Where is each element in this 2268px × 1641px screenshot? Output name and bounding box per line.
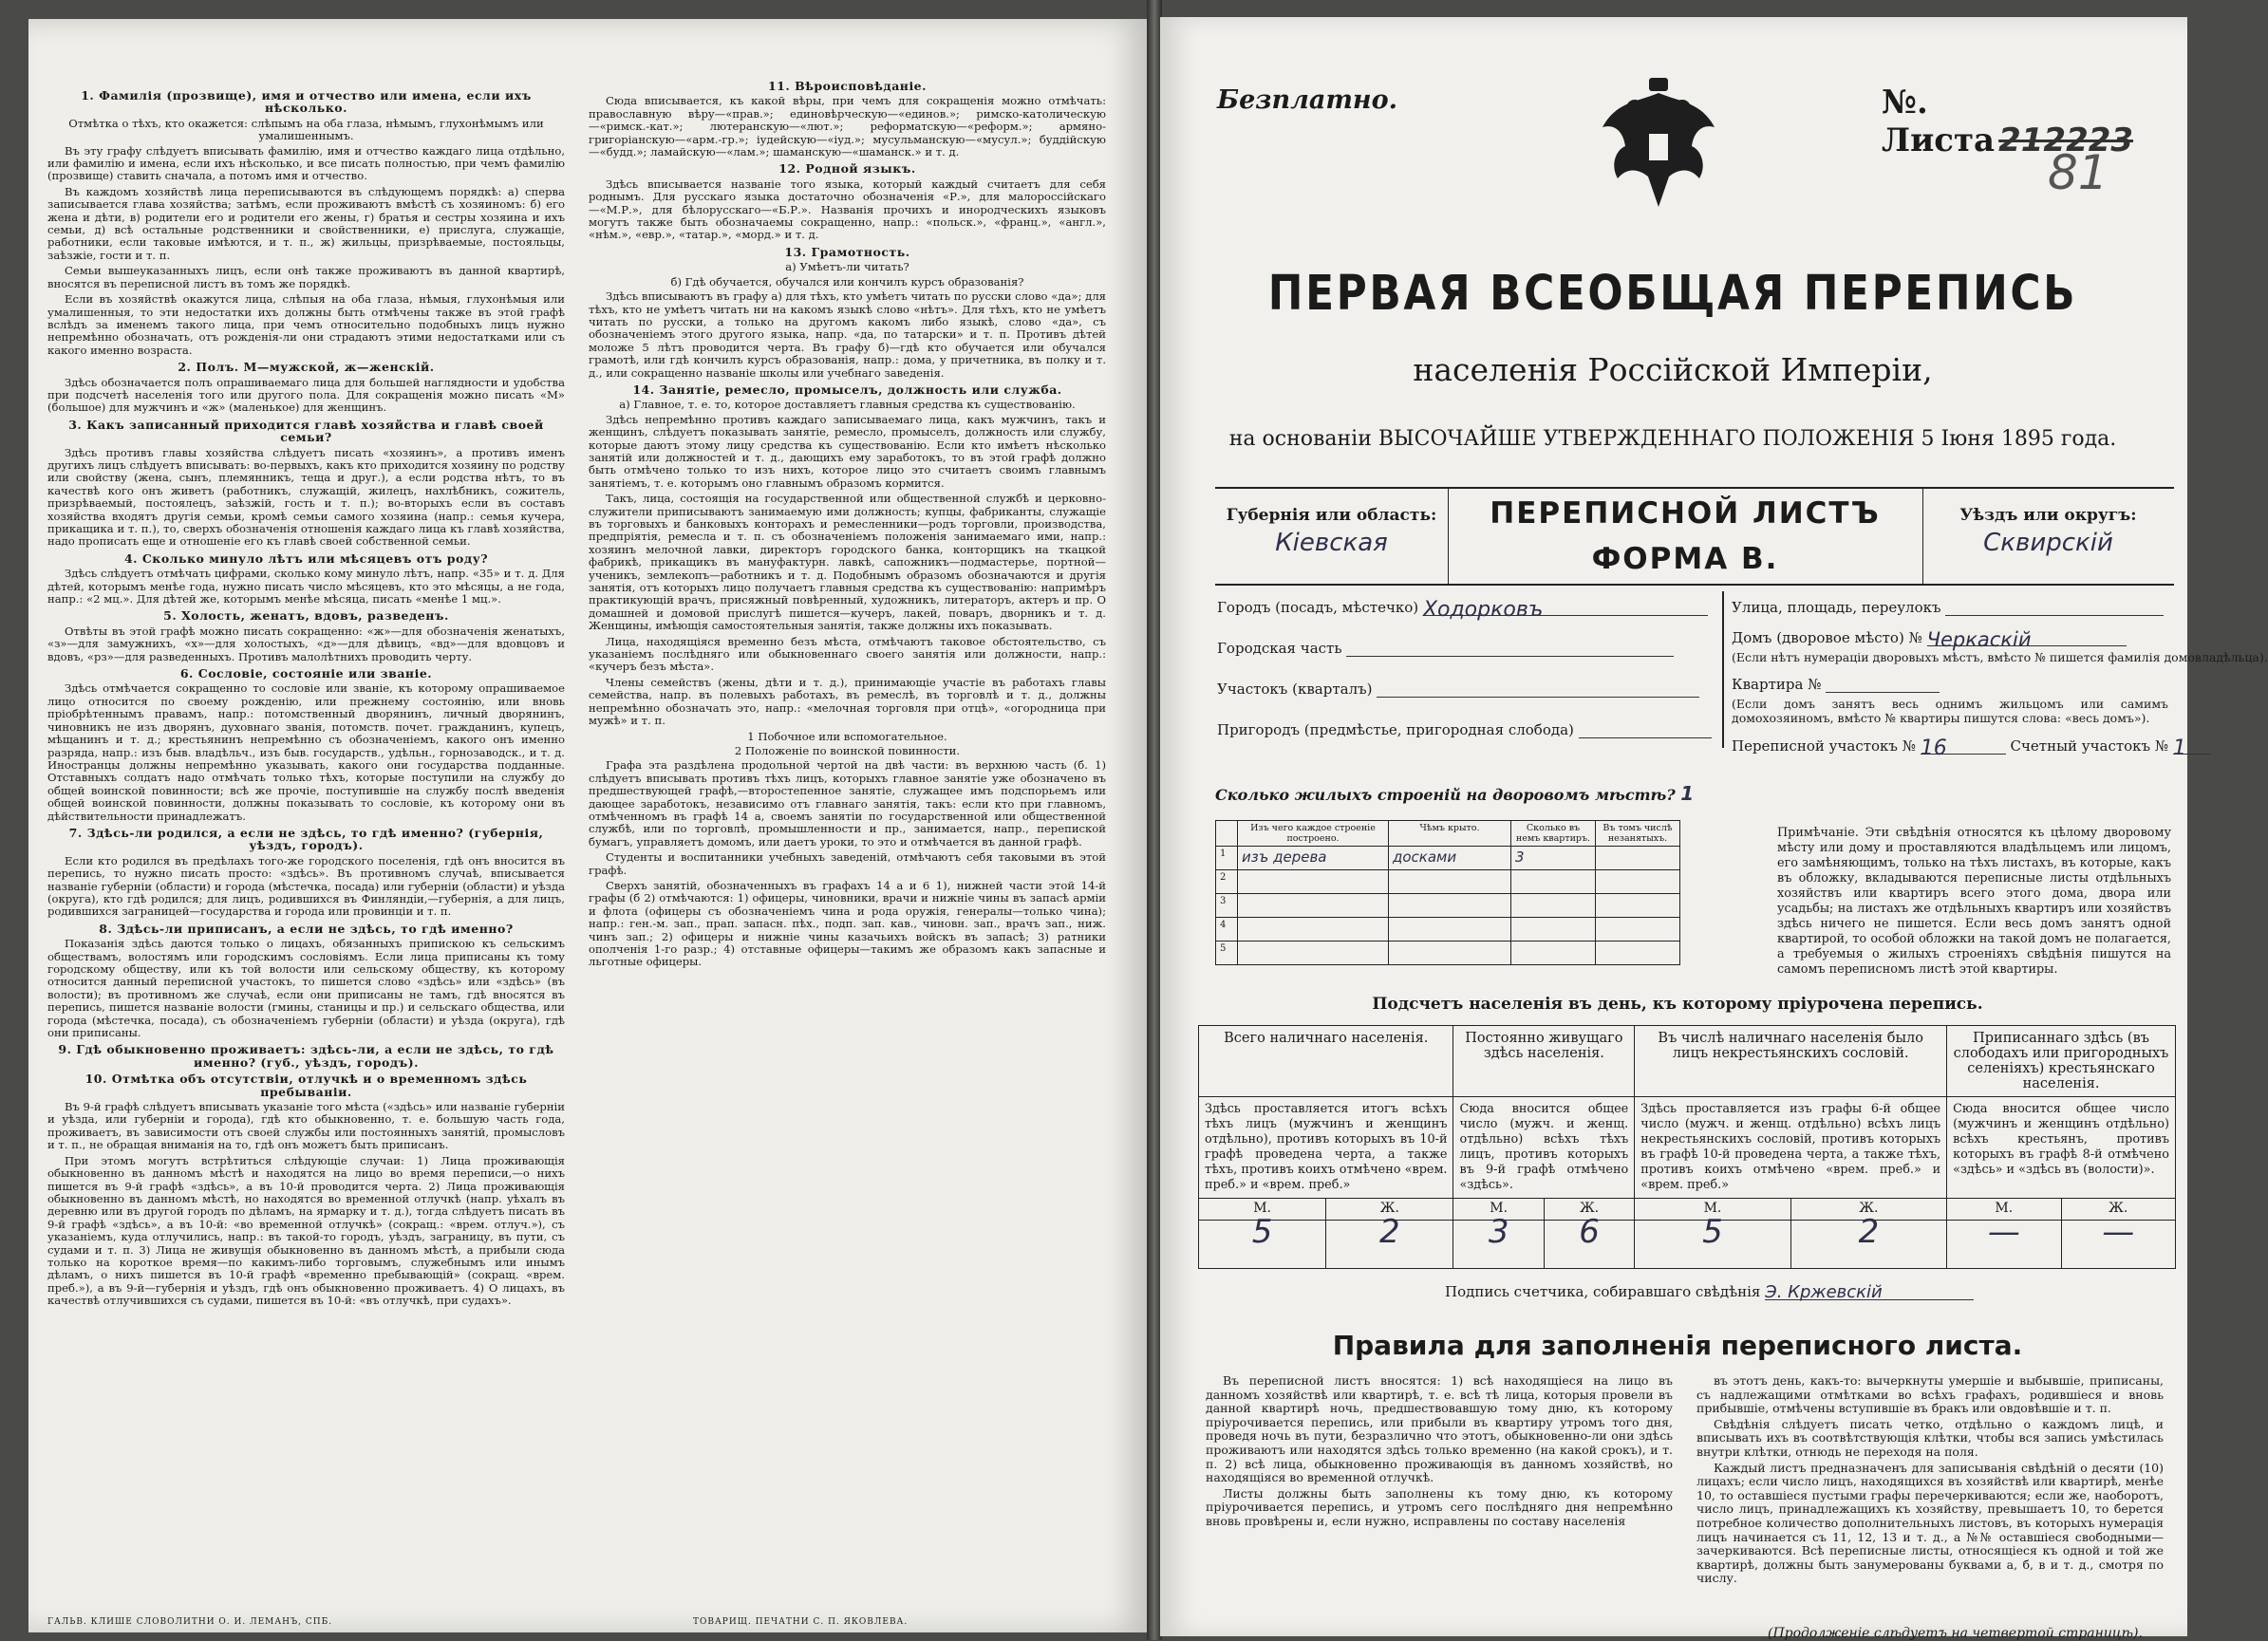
structures-header: Въ томъ числѣ незанятыхъ. bbox=[1596, 821, 1680, 847]
roof-cell[interactable] bbox=[1389, 942, 1511, 965]
male-label: М. bbox=[1199, 1199, 1326, 1221]
para: Въ каждомъ хозяйствѣ лица переписываются въ слѣдующемъ порядкѣ: а) сперва записывается глава хозяйства; затѣмъ, если проживаютъ вмѣстѣ съ хозяиномъ: б) его жена и дѣти, в) родители его и родители его жены, г) братья и сестры хозяина и ихъ семьи, д) всѣ остальные родственники и свойственники, е) прислуга, служащіе, работники, если таковые имѣются, и т. п., ж) жильцы, призрѣваемые, постояльцы, заѣзжіе, гости и т. п. bbox=[47, 184, 565, 262]
para: Графа эта раздѣлена продольной чертой на двѣ части: въ верхнюю часть (б. 1) слѣдуетъ вписывать противъ тѣхъ лицъ, которыхъ главное занятіе уже обозначено въ предшествующей графѣ,—второстепенное занятіе, служащее имъ подспорьемъ или дающее заработокъ, независимо отъ главнаго занятія, такъ: если кто при главномъ, отмѣченномъ въ графѣ 14 а, своемъ занятіи по государственной или общественной службѣ, или по торговлѣ, промышленности и пр., занимается, напр., перепиской бумагъ, управляетъ домомъ, или даетъ уроки, то это и отмѣчается въ данной графѣ. bbox=[589, 758, 1106, 848]
city-part-value[interactable] bbox=[1346, 639, 1674, 657]
para: Здѣсь противъ главы хозяйства слѣдуетъ писать «хозяинъ», а противъ именъ другихъ лицъ слѣдуетъ вписывать: во-первыхъ, какъ кто приходится хозяину по родству или свойству (жена, сынъ, племянникъ, теща и друг.), а если родства нѣтъ, то въ качествѣ кого онъ живетъ (работникъ, служащій, жилецъ, нахлѣбникъ, сожитель, призрѣваемый, постоялецъ, заѣзжій, гость и т. п.); во-вторыхъ если въ составъ хозяйства входятъ другія семьи, кромѣ семьи самого хозяина (напр.: семья кучера, прикащика и т. п.), то, сверхъ обозначенія отношенія каждаго лица къ главѣ хозяйства, надо прописать еще и отношеніе его къ главѣ своей собственной семьи. bbox=[47, 445, 565, 549]
heading-14: 14. Занятіе, ремесло, промыселъ, должность или служба. bbox=[632, 382, 1062, 397]
form-title-2: ФОРМА В. bbox=[1591, 542, 1779, 576]
male-label: М. bbox=[1947, 1199, 2061, 1221]
material-cell[interactable]: изъ дерева bbox=[1238, 847, 1389, 870]
population-count-table bbox=[1198, 1025, 2176, 1269]
para: При этомъ могутъ встрѣтиться слѣдующіе случаи: 1) Лица проживающія обыкновенно въ данномъ мѣстѣ и находятся на лицо во время переписи,—о нихъ пишется въ 9-й графѣ «здѣсь», а въ 10-й проводится черта. 2) Лица проживающія обыкновенно въ данномъ мѣстѣ, но находятся во временной отлучкѣ (напр. уѣхалъ въ деревню или въ другой городъ по дѣламъ, на ярмарку и т. д.), тогда слѣдуетъ писать въ 9-й графѣ «здѣсь», а въ 10-й: «во временной отлучкѣ» (сокращ.: «врем. отлуч.»), съ указаніемъ, куда отлучились, напр.: въ такой-то городъ, уѣздъ, заграницу, въ пути, съ судами и т. п. 3) Лица не живущія обыкновенно въ данномъ мѣстѣ, а прибыли сюда только на короткое время—по какимъ-либо торговымъ, служебнымъ или инымъ дѣламъ, о нихъ пишется въ 10-й графѣ «временно пребывающій» (сокращ. «врем. преб.»), а въ 9-й—губернія и уѣздъ, гдѣ онъ обыкновенно проживаетъ. 4) О лицахъ, въ качествѣ отлучившихся съ судами, пишется въ 10-й: «въ отлучкѣ, при судахъ». bbox=[47, 1153, 565, 1308]
material-cell[interactable] bbox=[1238, 942, 1389, 965]
count-value[interactable]: 6 bbox=[1544, 1221, 1634, 1269]
heading-13b: б) Гдѣ обучается, обучался или кончилъ курсъ образованія? bbox=[670, 274, 1024, 289]
counting-district-label: Счетный участокъ № bbox=[2010, 737, 2169, 755]
rules-column-2 bbox=[1696, 1374, 2164, 1588]
heading-7: 7. Здѣсь-ли родился, а если не здѣсь, то гдѣ именно? (губернія, уѣздъ, городъ). bbox=[68, 825, 544, 853]
count-values-row bbox=[1199, 1221, 2176, 1269]
residential-label: Сколько жилыхъ строеній на дворовомъ мѣстѣ? bbox=[1215, 786, 1676, 804]
table-row bbox=[1216, 942, 1680, 965]
para: Здѣсь непремѣнно противъ каждаго записываемаго лица, какъ мужчинъ, такъ и женщинъ, слѣдуетъ показывать занятіе, ремесло, промыселъ, должность или службу, которые даютъ этому лицу средства къ существованію. Если кто имѣетъ нѣсколько занятій или должностей и т. д., дающихъ ему заработокъ, то въ этой графѣ должно быть отмѣчено только то изъ нихъ, которое лицо это считаетъ своимъ главнымъ занятіемъ, т. е. которымъ оно главнымъ образомъ кормится. bbox=[589, 412, 1106, 490]
heading-2: 2. Полъ. М—мужской, ж—женскій. bbox=[178, 360, 435, 375]
para: Здѣсь слѣдуетъ отмѣчать цифрами, сколько кому минуло лѣтъ, напр. «35» и т. д. Для дѣтей, которымъ менѣе года, нужно писать число мѣсяцевъ, кто это мѣсяцы, а не года, напр.: «2 мц.». Для дѣтей же, которымъ менѣе мѣсяца, писать «менѣе 1 мц.». bbox=[47, 567, 565, 606]
left-page-instructions bbox=[28, 19, 1149, 1632]
rule-paragraph: въ этотъ день, какъ-то: вычеркнуты умершіе и выбывшіе, приписаны, съ надлежащими отмѣтками во всѣхъ графахъ, родившіеся и вновь прибывшіе, отмѣчены вступившіе въ бракъ или овдовѣвшіе и т. п. bbox=[1696, 1373, 2164, 1416]
census-title: ПЕРВАЯ ВСЕОБЩАЯ ПЕРЕПИСЬ bbox=[1267, 266, 2078, 322]
count-header: Въ числѣ наличнаго населенія было лицъ некрестьянскихъ сословій. bbox=[1635, 1026, 1947, 1097]
residential-value[interactable]: 1 bbox=[1680, 782, 1695, 805]
free-label: Безплатно. bbox=[1217, 85, 1398, 115]
row-num: 5 bbox=[1216, 942, 1238, 965]
residential-question bbox=[1215, 782, 1694, 805]
district-value[interactable] bbox=[1377, 680, 1699, 698]
row-num: 2 bbox=[1216, 870, 1238, 894]
instructions-column-1 bbox=[47, 85, 565, 1311]
city-value[interactable]: Ходорковъ bbox=[1423, 598, 1708, 616]
para: Члены семействъ (жены, дѣти и т. д.), принимающіе участіе въ работахъ главы семейства, напр. въ полевыхъ работахъ, въ ремеслѣ, въ торговлѣ и т. д., должны непремѣнно обозначать это, напр.: «мелочная торговля при отцѣ», «огородница при мужѣ» и т. п. bbox=[589, 675, 1106, 728]
roof-cell[interactable]: досками bbox=[1389, 847, 1511, 870]
table-row bbox=[1216, 870, 1680, 894]
table-row bbox=[1216, 918, 1680, 942]
empty-cell[interactable] bbox=[1596, 894, 1680, 918]
table-row bbox=[1216, 847, 1680, 870]
rules-column-1 bbox=[1206, 1374, 1673, 1531]
enumerator-signature bbox=[1445, 1282, 1974, 1300]
district-field bbox=[1217, 680, 1699, 698]
count-desc: Сюда вносится общее число (мужчинъ и женщинъ отдѣльно) всѣхъ крестьянъ, противъ которыхъ въ графѣ 8-й отмѣчено «здѣсь» и «здѣсь въ (волости)». bbox=[1947, 1097, 2176, 1199]
count-desc: Здѣсь проставляется итогъ всѣхъ тѣхъ лицъ (мужчинъ и женщинъ отдѣльно), противъ которыхъ въ 10-й графѣ проведена черта, а также тѣхъ, противъ коихъ отмѣчено «врем. преб.» и «врем. преб.» bbox=[1199, 1097, 1453, 1199]
material-cell[interactable] bbox=[1238, 894, 1389, 918]
para: Если кто родился въ предѣлахъ того-же городского поселенія, гдѣ онъ вносится въ перепись, то нужно писать просто: «здѣсь». Въ противномъ случаѣ, вписывается названіе губерніи (области) и города (мѣстечка, посада) или губерніи (области) и уѣзда (округа), кто гдѣ родился; для лицъ, родившихся въ Финляндіи,—губернія, а для лицъ, родившихся заграницей—государства и города или провинціи и т. п. bbox=[47, 853, 565, 919]
apartments-cell[interactable] bbox=[1511, 942, 1596, 965]
row-num: 4 bbox=[1216, 918, 1238, 942]
structures-header-num bbox=[1216, 821, 1238, 847]
right-page-census-form bbox=[1160, 17, 2268, 1641]
heading-6: 6. Сословіе, состояніе или званіе. bbox=[179, 666, 433, 681]
structures-header: Изъ чего каждое строеніе построено. bbox=[1238, 821, 1389, 847]
structures-header: Сколько въ немъ квартиръ. bbox=[1511, 821, 1596, 847]
house-field bbox=[1732, 628, 2127, 651]
heading-13a: а) Умѣетъ-ли читать? bbox=[785, 260, 909, 274]
address-divider bbox=[1722, 591, 1724, 748]
count-value[interactable]: — bbox=[2061, 1221, 2175, 1269]
sex-label-row bbox=[1199, 1199, 2176, 1221]
apartment-note: (Если домъ занятъ весь однимъ жильцомъ или самимъ домохозяиномъ, вмѣсто № квартиры пишутся слова: «весь домъ»). bbox=[1732, 697, 2168, 725]
female-label: Ж. bbox=[1544, 1199, 1634, 1221]
instructions-column-2 bbox=[589, 76, 1106, 972]
para: Здѣсь вписываютъ въ графу а) для тѣхъ, кто умѣетъ читать по русски слово «да»; для тѣхъ, кто не умѣетъ читать ни на какомъ языкѣ слово «нѣтъ». Для тѣхъ, кто не умѣетъ читать по русски, а только на другомъ какомъ либо языкѣ, слово «да», съ обозначеніемъ этого другого языка, напр. «да, по татарски» и т. п. Противъ дѣтей моложе 5 лѣтъ проводится черта. Въ графу б)—гдѣ кто обучается или обучался грамотѣ, или гдѣ кончилъ курсъ образованія, напр.: дома, у причетника, въ полку и т. д., или сокращенно названіе школы или учебнаго заведенія. bbox=[589, 289, 1106, 380]
printer-footer-left: ГАЛЬВ. КЛИШЕ СЛОВОЛИТНИ О. И. ЛЕМАНЪ, СПБ. bbox=[47, 1617, 333, 1627]
heading-9: 9. Гдѣ обыкновенно проживаетъ: здѣсь-ли, а если не здѣсь, то гдѣ именно? (губ., уѣздъ, городъ). bbox=[58, 1042, 554, 1070]
form-title-cell bbox=[1448, 489, 1923, 584]
heading-4: 4. Сколько минуло лѣтъ или мѣсяцевъ отъ роду? bbox=[123, 550, 489, 566]
rules-title: Правила для заполненія переписного листа. bbox=[1332, 1330, 2023, 1361]
pencil-mark: 81 bbox=[2048, 145, 2109, 200]
empty-cell[interactable] bbox=[1596, 847, 1680, 870]
para: Если въ хозяйствѣ окажутся лица, слѣпыя на оба глаза, нѣмыя, глухонѣмыя или умалишенныя, то эти недостатки ихъ должны быть отмѣчены также въ этой графѣ вслѣдъ за именемъ такого лица, при чемъ относительно подобныхъ лицъ нужно непремѣнно обозначать, отъ рожденія-ли они страдаютъ этими недостатками или съ какого именно возраста. bbox=[47, 292, 565, 357]
house-label: Домъ (дворовое мѣсто) № bbox=[1732, 629, 1922, 646]
heading-11: 11. Вѣроисповѣданіе. bbox=[767, 79, 927, 93]
heading-10: 10. Отмѣтка объ отсутствіи, отлучкѣ и о временномъ здѣсь пребываніи. bbox=[84, 1072, 528, 1099]
city-label: Городъ (посадъ, мѣстечко) bbox=[1217, 599, 1419, 616]
heading-13: 13. Грамотность. bbox=[784, 244, 910, 259]
district-label: Участокъ (кварталъ) bbox=[1217, 681, 1373, 698]
rule-paragraph: Въ переписной листъ вносятся: 1) всѣ находящіеся на лицо въ данномъ хозяйствѣ или квартирѣ, т. е. всѣ тѣ лица, которыя провели въ данной квартирѣ ночь, предшествовавшую тому дню, къ которому пріурочивается перепись, или прибыли въ квартиру утромъ того дня, проведя ночь въ пути, безразлично что этотъ, обыкновенно-ли они здѣсь проживаютъ или находятся здѣсь только временно (на какой срокъ), и т. п. 2) всѣ лица, обыкновенно проживающія въ данномъ хозяйствѣ, но находящіяся во временной отлучкѣ. bbox=[1206, 1373, 1673, 1485]
apartment-label: Квартира № bbox=[1732, 676, 1822, 693]
street-value[interactable] bbox=[1945, 598, 2164, 616]
row-num: 1 bbox=[1216, 847, 1238, 870]
row-num: 3 bbox=[1216, 894, 1238, 918]
suburb-field bbox=[1217, 720, 1712, 738]
count-title: Подсчетъ населенія въ день, къ которому пріурочена перепись. bbox=[1372, 995, 1983, 1014]
rule-paragraph: Каждый листъ предназначенъ для записыванія свѣдѣній о десяти (10) лицахъ; если число лицъ, находящихся въ хозяйствѣ или квартирѣ, менѣе 10, то оставшіеся пустыми графы перечеркиваются; если же, наоборотъ, число лицъ, принадлежащихъ къ хозяйству, превышаетъ 10, то берется потребное количество дополнительныхъ листовъ, въ которыхъ нумерація лицъ начинается съ 11, 12, 13 и т. д., а №№ оставшіеся свободными—зачеркиваются. Всѣ переписные листы, относящіеся къ одной и той же квартирѣ, должны быть занумерованы буквами а, б, в и т. д., смотря по числу. bbox=[1696, 1460, 2164, 1586]
heading-14a: а) Главное, т. е. то, которое доставляетъ главныя средства къ существованію. bbox=[619, 398, 1076, 412]
count-header-row bbox=[1199, 1026, 2176, 1097]
census-district-value[interactable]: 16 bbox=[1921, 737, 2006, 755]
count-desc: Сюда вносится общее число (мужч. и женщ. отдѣльно) всѣхъ тѣхъ лицъ, противъ которыхъ въ 9-й графѣ отмѣчено «здѣсь». bbox=[1453, 1097, 1635, 1199]
count-value[interactable]: 2 bbox=[1790, 1221, 1946, 1269]
para: Семьи вышеуказанныхъ лицъ, если онѣ также проживаютъ въ данной квартирѣ, вносятся въ переписной листъ въ томъ же порядкѣ. bbox=[47, 264, 565, 290]
census-basis: на основаніи ВЫСОЧАЙШЕ УТВЕРЖДЕННАГО ПОЛОЖЕНІЯ 5 Іюня 1895 года. bbox=[1228, 427, 2117, 451]
count-header: Постоянно живущаго здѣсь населенія. bbox=[1453, 1026, 1635, 1097]
house-note: (Если нѣтъ нумераціи дворовыхъ мѣстъ, вмѣсто № пишется фамилія домовладѣльца). bbox=[1732, 650, 2268, 664]
table-row bbox=[1216, 894, 1680, 918]
roof-cell[interactable] bbox=[1389, 870, 1511, 894]
count-desc: Здѣсь проставляется изъ графы 6-й общее число (мужч. и женщ. отдѣльно) всѣхъ лицъ некрестьянскихъ сословій, противъ которыхъ въ графѣ 10-й проведена черта, а также тѣхъ, противъ коихъ отмѣчено «врем. преб.» и «врем. преб.» bbox=[1635, 1097, 1947, 1199]
census-subtitle: населенія Россійской Имперіи, bbox=[1413, 351, 1933, 388]
gubernia-cell bbox=[1215, 489, 1449, 584]
count-value[interactable]: 2 bbox=[1326, 1221, 1453, 1269]
para: Здѣсь отмѣчается сокращенно то сословіе или званіе, къ которому опрашиваемое лицо относится по своему рожденію, или прежнему состоянію, или вновь пріобрѣтеннымъ правамъ, напр.: потомственный дворянинъ, личный дворянинъ, чиновникъ не изъ дворянъ, духовнаго званія, потомств. почет. гражданинъ, купецъ, мѣщанинъ и т. д.; крестьянинъ непремѣнно съ обозначеніемъ, какого онъ именно разряда, напр.: изъ быв. владѣльч., изъ быв. государств., удѣльн., горнозаводск., и т. д. Иностранцы должны непремѣнно указывать, какого они государства подданные. Отставныхъ солдатъ надо отмѣчать только тѣхъ, которые поступили на службу до общей воинской повинности; всѣ же прочіе, поступившіе на службу послѣ введенія общей воинской повинности, должны показывать то сословіе, къ которому они въ дѣйствительности принадлежатъ. bbox=[47, 681, 565, 823]
apartments-cell[interactable] bbox=[1511, 870, 1596, 894]
continuation-note: (Продолженіе слѣдуетъ на четвертой страницѣ). bbox=[1768, 1626, 2143, 1641]
structures-header-row bbox=[1216, 821, 1680, 847]
apartment-value[interactable] bbox=[1826, 675, 1940, 693]
city-part-field bbox=[1217, 639, 1674, 657]
gubernia-label: Губернія или область: bbox=[1226, 506, 1437, 525]
heading-1: 1. Фамилія (прозвище), имя и отчество или имена, если ихъ нѣсколько. bbox=[81, 88, 532, 116]
apartment-field bbox=[1732, 675, 1940, 693]
female-label: Ж. bbox=[2061, 1199, 2175, 1221]
female-label: Ж. bbox=[1790, 1199, 1946, 1221]
sheet-number bbox=[1882, 84, 2187, 159]
para: Лица, находящіяся временно безъ мѣста, отмѣчаютъ таковое обстоятельство, съ указаніемъ послѣдняго или обыкновеннаго своего занятія или должности, напр.: «кучеръ безъ мѣста». bbox=[589, 634, 1106, 674]
signature-label: Подпись счетчика, собиравшаго свѣдѣнія bbox=[1445, 1283, 1761, 1300]
roof-cell[interactable] bbox=[1389, 918, 1511, 942]
para: Здѣсь вписывается названіе того языка, который каждый считаетъ для себя роднымъ. Для русскаго языка достаточно обозначенія «Р.», для малороссійскаго—«М.Р.», для бѣлорусскаго—«Б.Р.». Названія прочихъ и инородческихъ языковъ могутъ также быть обозначаемы сокращенно, напр.: «польск.», «франц.», «англ.», «нѣм.», «евр.», «татар.», «морд.» и т. д. bbox=[589, 177, 1106, 242]
para: Въ эту графу слѣдуетъ вписывать фамилію, имя и отчество каждаго лица отдѣльно, или фамилію и имена, если ихъ нѣсколько, и все писать полностью, при чемъ фамилію (прозвище) ставить сначала, а потомъ имя и отчество. bbox=[47, 143, 565, 183]
heading-3: 3. Какъ записанный приходится главѣ хозяйства и главѣ своей семьи? bbox=[68, 417, 544, 445]
para: Такъ, лица, состоящія на государственной или общественной службѣ и церковно-служители приписываютъ занимаемую ими должность; купцы, фабриканты, служащіе въ торговыхъ и банковыхъ конторахъ и ремесленники—родъ торговли, производства, предпріятія, ремесла и т. п. съ обозначеніемъ положенія занимаемаго ими, напр.: хозяинъ мелочной лавки, директоръ городского банка, конторщикъ на ткацкой фабрикѣ, прикащикъ въ мануфактурн. лавкѣ, сапожникъ—подмастерье, портной—ученикъ, землекопъ—работникъ и т. д. Подобнымъ образомъ обозначаются и другія занятія, отъ которыхъ лицо получаетъ главныя средства къ существованію: напримѣръ практикующій врачъ, присяжный повѣренный, художникъ, литераторъ, актеръ и пр. О домашней и домовой прислугѣ пишется—кучеръ, лакей, поваръ, дворникъ и т. д. Женщины, имѣющія самостоятельныя занятія, также должны ихъ показывать. bbox=[589, 492, 1106, 633]
apartments-cell[interactable] bbox=[1511, 918, 1596, 942]
para: Сверхъ занятій, обозначенныхъ въ графахъ 14 а и 6 1), нижней части этой 14-й графы (б 2) отмѣчаются: 1) офицеры, чиновники, врачи и нижніе чины въ запасѣ арміи и флота (офицеры съ обозначеніемъ чина и рода оружія, генералы—только чина); напр.: ген.-м. зап., прап. запасн. пѣх., подп. зап. кав., чиновн. зап., врачъ зап., ниж. чинъ зап.; 2) офицеры и нижніе чины казачьихъ войскъ въ запасѣ; 3) ратники ополченія 1-го разр.; 4) отставные офицеры—такимъ же образомъ какъ запасные и льготные офицеры. bbox=[589, 878, 1106, 969]
house-value[interactable]: Черкаскій bbox=[1927, 628, 2127, 646]
para: Отвѣты въ этой графѣ можно писать сокращенно: «ж»—для обозначенія женатыхъ, «з»—для замужнихъ, «х»—для холостыхъ, «д»—для дѣвицъ, «вд»—для вдовцовъ и вдовъ, «рз»—для разведенныхъ. Противъ малолѣтнихъ проводить черту. bbox=[47, 624, 565, 663]
city-field bbox=[1217, 598, 1708, 622]
count-value[interactable]: 5 bbox=[1635, 1221, 1790, 1269]
para: Студенты и воспитанники учебныхъ заведеній, отмѣчаютъ себя таковыми въ этой графѣ. bbox=[589, 850, 1106, 877]
count-value[interactable]: 3 bbox=[1453, 1221, 1544, 1269]
rule-paragraph: Листы должны быть заполнены къ тому дню, къ которому пріурочивается перепись, и утромъ сего послѣдняго дня непремѣнно вновь провѣрены и, если нужно, исправлены по составу населенія bbox=[1206, 1485, 1673, 1528]
sheet-number-label: №. Листа bbox=[1882, 84, 1996, 159]
heading-8: 8. Здѣсь-ли приписанъ, а если не здѣсь, то гдѣ именно? bbox=[99, 921, 514, 936]
heading-14b1: 1 Побочное или вспомогательное. bbox=[747, 729, 947, 743]
male-label: М. bbox=[1635, 1199, 1790, 1221]
para: Сюда вписывается, къ какой вѣры, при чемъ для сокращенія можно отмѣчать: православную вѣру—«прав.»; единовѣрческую—«единов.»; римско-католическую—«римск.-кат.»; лютеранскую—«лют.»; реформатскую—«реформ.»; армяно-григоріанскую—«арм.-гр.»; іудейскую—«іуд.»; мусульманскую—«мусул.»; буддійскую—«будд.»; ламайскую—«лам.»; шаманскую—«шаманск.» и т. д. bbox=[589, 94, 1106, 159]
rule-paragraph: Свѣдѣнія слѣдуетъ писать четко, отдѣльно о каждомъ лицѣ, и вписывать ихъ въ соотвѣтствующія клѣтки, чтобы вся запись умѣстилась внутри клѣтки, отнюдь не переходя на поля. bbox=[1696, 1416, 2164, 1459]
structures-note: Примѣчаніе. Эти свѣдѣнія относятся къ цѣлому дворовому мѣсту или дому и проставляются владѣльцемъ или лицомъ, его замѣняющимъ, только на тѣхъ листахъ, въ которые, какъ въ обложку, вкладываются переписные листы отдѣльныхъ хозяйствъ или квартиръ всего этого дома, двора или усадьбы; на листахъ же отдѣльныхъ квартиръ или хозяйствъ здѣсь ничего не пишется. Если весь домъ занятъ одной квартирой, то особой обложки на такой домъ не полагается, а требуемыя о жилыхъ строеніяхъ свѣдѣнія пишутся на самомъ переписномъ листѣ этой квартиры. bbox=[1777, 826, 2171, 977]
empty-cell[interactable] bbox=[1596, 918, 1680, 942]
heading-14b2: 2 Положеніе по воинской повинности. bbox=[734, 743, 961, 757]
count-value[interactable]: — bbox=[1947, 1221, 2061, 1269]
count-desc-row bbox=[1199, 1097, 2176, 1199]
suburb-label: Пригородъ (предмѣстье, пригородная слобода) bbox=[1217, 721, 1574, 738]
printer-footer-right: ТОВАРИЩ. ПЕЧАТНИ С. П. ЯКОВЛЕВА. bbox=[693, 1617, 909, 1627]
gubernia-value[interactable]: Кіевская bbox=[1275, 529, 1388, 557]
material-cell[interactable] bbox=[1238, 918, 1389, 942]
signature-value[interactable]: Э. Кржевскій bbox=[1765, 1282, 1974, 1300]
structures-header: Чѣмъ крыто. bbox=[1389, 821, 1511, 847]
street-field bbox=[1732, 598, 2164, 616]
suburb-value[interactable] bbox=[1579, 720, 1712, 738]
street-label: Улица, площадь, переулокъ bbox=[1732, 599, 1941, 616]
apartments-cell[interactable]: 3 bbox=[1511, 847, 1596, 870]
para: Здѣсь обозначается полъ опрашиваемаго лица для большей наглядности и удобства при подсчетѣ населенія того или другого пола. Для сокращенія можно писать «М» (большое) для мужчинъ и «ж» (маленькое) для женщинъ. bbox=[47, 375, 565, 415]
apartments-cell[interactable] bbox=[1511, 894, 1596, 918]
census-district-label: Переписной участокъ № bbox=[1732, 737, 1916, 755]
form-title-1: ПЕРЕПИСНОЙ ЛИСТЪ bbox=[1490, 496, 1881, 531]
heading-5: 5. Холость, женатъ, вдовъ, разведенъ. bbox=[163, 608, 449, 624]
count-header: Приписаннаго здѣсь (въ слободахъ или пригородныхъ селеніяхъ) крестьянскаго населенія. bbox=[1947, 1026, 2176, 1097]
count-value[interactable]: 5 bbox=[1199, 1221, 1326, 1269]
form-header-box bbox=[1215, 487, 2174, 586]
uezd-value[interactable]: Сквирскій bbox=[1983, 529, 2113, 557]
counting-district-value[interactable]: 1 bbox=[2173, 737, 2211, 755]
material-cell[interactable] bbox=[1238, 870, 1389, 894]
uezd-cell bbox=[1922, 489, 2174, 584]
uezd-label: Уѣздъ или округъ: bbox=[1959, 506, 2137, 525]
sheet-number-value: 212223 bbox=[1998, 121, 2134, 159]
heading-12: 12. Родной языкъ. bbox=[778, 161, 916, 177]
empty-cell[interactable] bbox=[1596, 942, 1680, 965]
para: Показанія здѣсь даются только о лицахъ, обязанныхъ припискою къ сельскимъ обществамъ, волостямъ или городскимъ сословіямъ. Если лица приписаны къ тому городскому обществу, или къ той волости или сельскому обществу, къ которому относится данный переписной участокъ, то пишется слово «здѣсь» или «здѣсь» (въ волости); въ противномъ же случаѣ, если они приписаны не тамъ, гдѣ вносятся въ перепись, пишется названіе волости (гмины, станицы и пр.) и сельскаго общества, или города (мѣстечка, посада), съ обозначеніемъ губерніи (области) и уѣзда (округа), гдѣ они приписаны. bbox=[47, 937, 565, 1040]
female-label: Ж. bbox=[1326, 1199, 1453, 1221]
empty-cell[interactable] bbox=[1596, 870, 1680, 894]
roof-cell[interactable] bbox=[1389, 894, 1511, 918]
heading-1-sub: Отмѣтка о тѣхъ, кто окажется: слѣпымъ на оба глаза, нѣмымъ, глухонѣмымъ или умалишеннымъ. bbox=[68, 116, 544, 143]
city-part-label: Городская часть bbox=[1217, 640, 1342, 657]
male-label: М. bbox=[1453, 1199, 1544, 1221]
count-header: Всего наличнаго населенія. bbox=[1199, 1026, 1453, 1097]
para: Въ 9-й графѣ слѣдуетъ вписывать указаніе того мѣста («здѣсь» или названіе губерніи и уѣзда, или губерніи и города), гдѣ кто обыкновенно, т. е. большую часть года, проживаетъ, въ зависимости отъ своей службы или постоянныхъ занятій, промысловъ и т. п., не обращая вниманія на то, гдѣ онъ можетъ быть приписанъ. bbox=[47, 1100, 565, 1152]
census-district-field bbox=[1732, 737, 2211, 760]
structures-table bbox=[1215, 820, 1680, 965]
double-headed-eagle-emblem bbox=[1597, 74, 1720, 216]
